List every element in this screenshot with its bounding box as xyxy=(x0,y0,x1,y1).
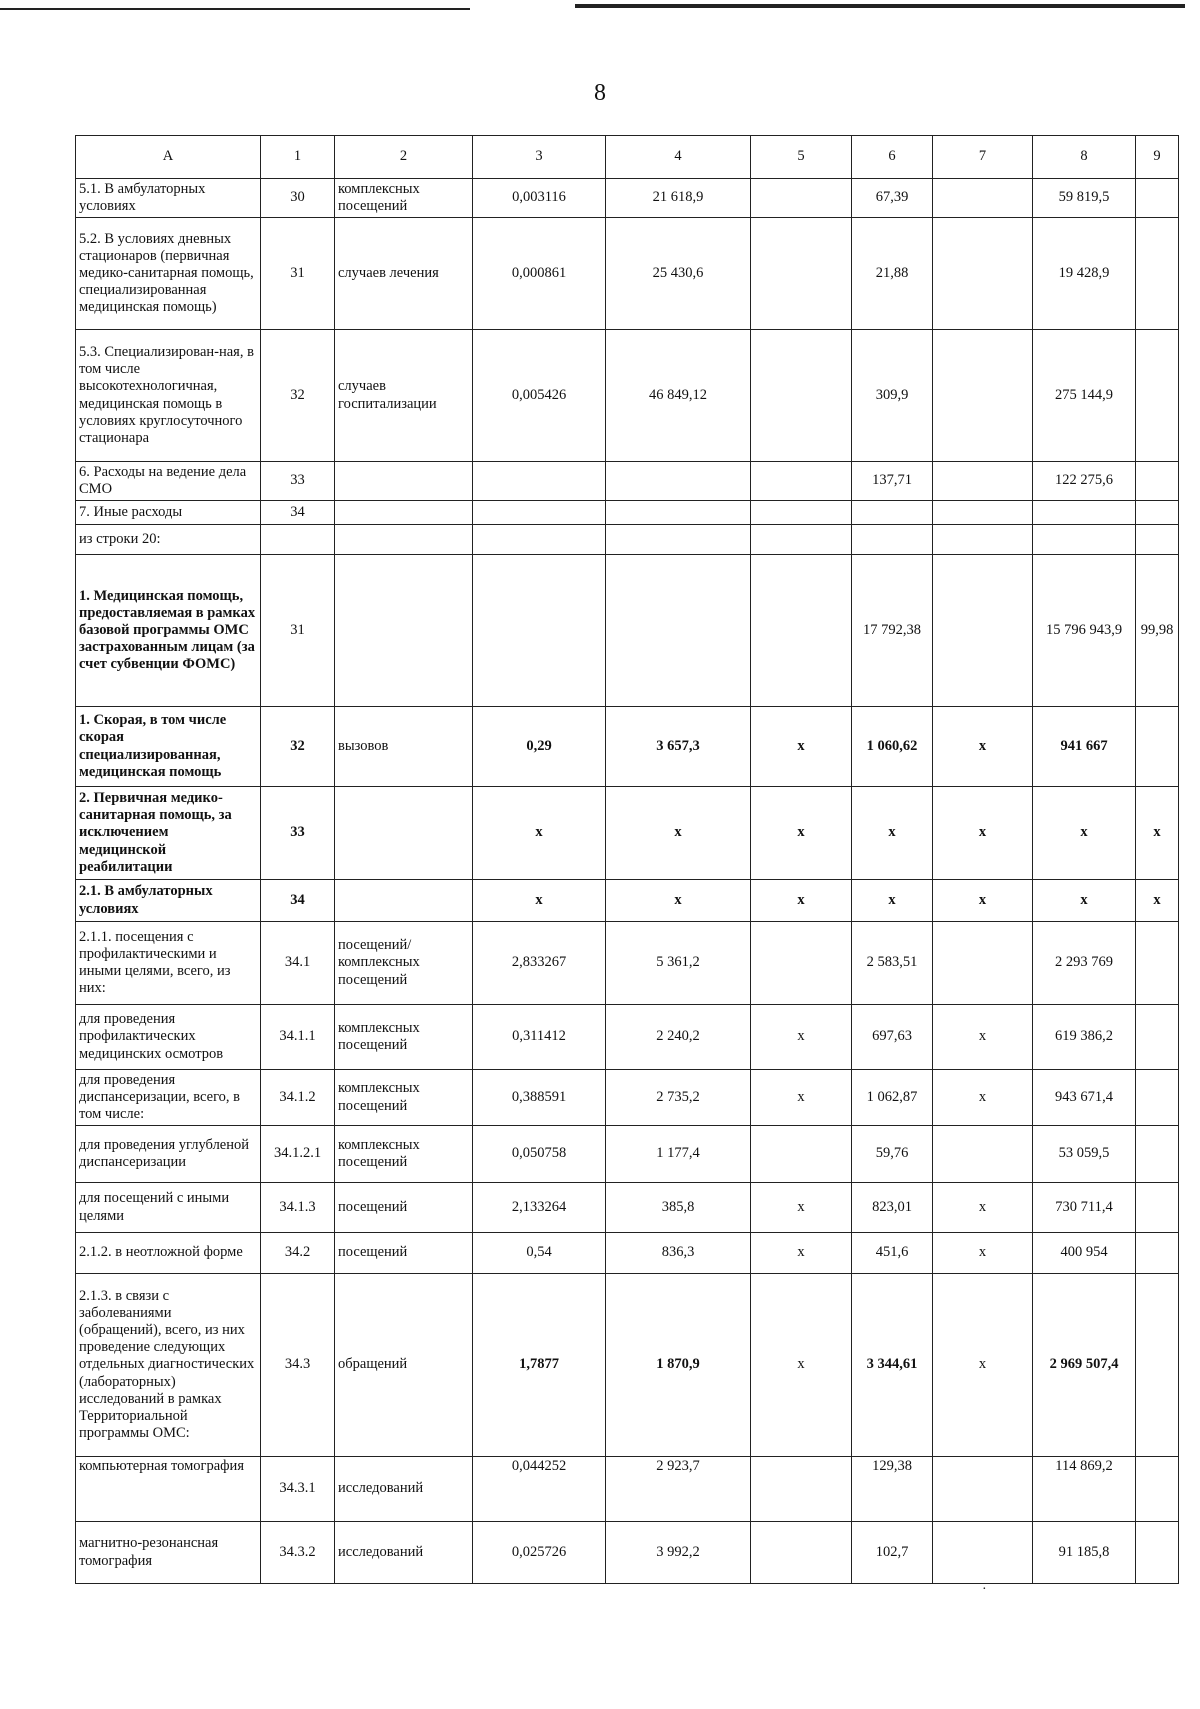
value-cell xyxy=(1136,707,1179,787)
value-cell xyxy=(1136,525,1179,555)
row-label: для проведения диспансеризации, всего, в том числе: xyxy=(76,1070,261,1126)
row-number: 30 xyxy=(261,179,335,218)
value-cell xyxy=(606,525,751,555)
value-cell: 15 796 943,9 xyxy=(1033,555,1136,707)
value-cell xyxy=(1136,218,1179,330)
value-cell: 385,8 xyxy=(606,1183,751,1233)
value-cell xyxy=(1136,1126,1179,1183)
value-cell xyxy=(751,330,852,462)
value-cell xyxy=(751,525,852,555)
row-number: 34.1.2.1 xyxy=(261,1126,335,1183)
unit-cell: случаев лечения xyxy=(335,218,473,330)
value-cell: 0,050758 xyxy=(473,1126,606,1183)
value-cell: 59 819,5 xyxy=(1033,179,1136,218)
value-cell: 122 275,6 xyxy=(1033,462,1136,501)
value-cell: х xyxy=(751,707,852,787)
value-cell: 0,044252 xyxy=(473,1457,606,1522)
value-cell xyxy=(933,1522,1033,1584)
value-cell: 67,39 xyxy=(852,179,933,218)
row-label: 2.1.2. в неотложной форме xyxy=(76,1233,261,1274)
value-cell: х xyxy=(933,1274,1033,1457)
unit-cell: исследований xyxy=(335,1522,473,1584)
value-cell: х xyxy=(1033,787,1136,880)
value-cell: 697,63 xyxy=(852,1005,933,1070)
data-table xyxy=(75,135,1179,1584)
scan-border-top-left xyxy=(0,8,470,10)
value-cell xyxy=(1136,1005,1179,1070)
table-row xyxy=(76,1233,1179,1274)
value-cell: 1 060,62 xyxy=(852,707,933,787)
value-cell: 941 667 xyxy=(1033,707,1136,787)
row-label: компьютерная томография xyxy=(76,1457,261,1522)
table-row xyxy=(76,1005,1179,1070)
row-label: 5.3. Специализирован-ная, в том числе высокотехнологичная, медицинская помощь в условиях круглосуточного стационара xyxy=(76,330,261,462)
value-cell xyxy=(473,555,606,707)
value-cell xyxy=(473,501,606,525)
unit-cell: случаев госпитализации xyxy=(335,330,473,462)
table-row xyxy=(76,330,1179,462)
value-cell: х xyxy=(751,880,852,922)
value-cell: х xyxy=(852,880,933,922)
value-cell: 2,133264 xyxy=(473,1183,606,1233)
value-cell: 0,005426 xyxy=(473,330,606,462)
value-cell: 0,025726 xyxy=(473,1522,606,1584)
value-cell xyxy=(751,501,852,525)
unit-cell xyxy=(335,787,473,880)
table-row xyxy=(76,1126,1179,1183)
value-cell xyxy=(933,555,1033,707)
row-label: для посещений с иными целями xyxy=(76,1183,261,1233)
value-cell: 137,71 xyxy=(852,462,933,501)
value-cell xyxy=(751,462,852,501)
column-header: 9 xyxy=(1136,136,1179,179)
value-cell: 46 849,12 xyxy=(606,330,751,462)
row-number: 31 xyxy=(261,218,335,330)
row-number: 31 xyxy=(261,555,335,707)
row-label: 7. Иные расходы xyxy=(76,501,261,525)
value-cell xyxy=(1136,1183,1179,1233)
value-cell: 19 428,9 xyxy=(1033,218,1136,330)
unit-cell: посещений xyxy=(335,1233,473,1274)
value-cell: 2 240,2 xyxy=(606,1005,751,1070)
row-number: 34 xyxy=(261,501,335,525)
column-header: А xyxy=(76,136,261,179)
unit-cell: комплексных посещений xyxy=(335,1126,473,1183)
value-cell xyxy=(751,922,852,1005)
value-cell: 5 361,2 xyxy=(606,922,751,1005)
unit-cell xyxy=(335,501,473,525)
value-cell xyxy=(751,1522,852,1584)
value-cell: 2 735,2 xyxy=(606,1070,751,1126)
value-cell: 17 792,38 xyxy=(852,555,933,707)
row-number: 32 xyxy=(261,330,335,462)
row-label: для проведения углубленой диспансеризации xyxy=(76,1126,261,1183)
table-row xyxy=(76,501,1179,525)
value-cell xyxy=(751,218,852,330)
table-row xyxy=(76,179,1179,218)
value-cell: х xyxy=(473,787,606,880)
value-cell: 309,9 xyxy=(852,330,933,462)
table-row xyxy=(76,880,1179,922)
value-cell: 114 869,2 xyxy=(1033,1457,1136,1522)
value-cell: 0,29 xyxy=(473,707,606,787)
value-cell xyxy=(852,501,933,525)
value-cell: х xyxy=(751,1233,852,1274)
column-header: 1 xyxy=(261,136,335,179)
value-cell: 0,388591 xyxy=(473,1070,606,1126)
table-row xyxy=(76,1070,1179,1126)
row-label: для проведения профилактических медицинских осмотров xyxy=(76,1005,261,1070)
unit-cell: посещений xyxy=(335,1183,473,1233)
row-number: 34.2 xyxy=(261,1233,335,1274)
value-cell xyxy=(1136,1457,1179,1522)
column-header: 8 xyxy=(1033,136,1136,179)
row-number: 34.1.1 xyxy=(261,1005,335,1070)
value-cell xyxy=(933,501,1033,525)
value-cell xyxy=(1136,1274,1179,1457)
value-cell: 3 992,2 xyxy=(606,1522,751,1584)
value-cell xyxy=(1136,1070,1179,1126)
value-cell: х xyxy=(473,880,606,922)
column-header: 5 xyxy=(751,136,852,179)
value-cell: 275 144,9 xyxy=(1033,330,1136,462)
value-cell: 53 059,5 xyxy=(1033,1126,1136,1183)
unit-cell: обращений xyxy=(335,1274,473,1457)
value-cell: 0,54 xyxy=(473,1233,606,1274)
value-cell xyxy=(1033,525,1136,555)
value-cell: х xyxy=(933,1005,1033,1070)
unit-cell xyxy=(335,555,473,707)
value-cell: х xyxy=(1136,880,1179,922)
table-row xyxy=(76,787,1179,880)
value-cell xyxy=(1136,330,1179,462)
row-number: 33 xyxy=(261,787,335,880)
value-cell xyxy=(933,330,1033,462)
table-header-row xyxy=(76,136,1179,179)
row-number: 33 xyxy=(261,462,335,501)
unit-cell: комплексных посещений xyxy=(335,1070,473,1126)
value-cell: х xyxy=(933,787,1033,880)
value-cell xyxy=(852,525,933,555)
value-cell: х xyxy=(751,1070,852,1126)
value-cell: 21 618,9 xyxy=(606,179,751,218)
table-row xyxy=(76,922,1179,1005)
value-cell xyxy=(1136,922,1179,1005)
value-cell: 1 177,4 xyxy=(606,1126,751,1183)
value-cell xyxy=(1136,1522,1179,1584)
value-cell: 2 923,7 xyxy=(606,1457,751,1522)
value-cell: 99,98 xyxy=(1136,555,1179,707)
value-cell: 129,38 xyxy=(852,1457,933,1522)
value-cell: 619 386,2 xyxy=(1033,1005,1136,1070)
column-header: 2 xyxy=(335,136,473,179)
value-cell xyxy=(933,1457,1033,1522)
value-cell: 400 954 xyxy=(1033,1233,1136,1274)
table-row xyxy=(76,1457,1179,1522)
value-cell: 102,7 xyxy=(852,1522,933,1584)
value-cell xyxy=(606,462,751,501)
unit-cell: комплексных посещений xyxy=(335,179,473,218)
value-cell xyxy=(751,1457,852,1522)
row-label: 5.1. В амбулаторных условиях xyxy=(76,179,261,218)
value-cell: х xyxy=(852,787,933,880)
row-label: 5.2. В условиях дневных стационаров (первичная медико-санитарная помощь, специализированная медицинская помощь) xyxy=(76,218,261,330)
value-cell xyxy=(933,525,1033,555)
value-cell: 0,003116 xyxy=(473,179,606,218)
value-cell xyxy=(751,555,852,707)
unit-cell xyxy=(335,462,473,501)
unit-cell: вызовов xyxy=(335,707,473,787)
table-row xyxy=(76,555,1179,707)
table-row xyxy=(76,462,1179,501)
value-cell: 451,6 xyxy=(852,1233,933,1274)
row-number: 34.3.1 xyxy=(261,1457,335,1522)
value-cell: 2 969 507,4 xyxy=(1033,1274,1136,1457)
value-cell xyxy=(606,501,751,525)
value-cell: х xyxy=(933,1233,1033,1274)
value-cell: 1 062,87 xyxy=(852,1070,933,1126)
value-cell xyxy=(751,1126,852,1183)
row-label: 2.1. В амбулаторных условиях xyxy=(76,880,261,922)
value-cell xyxy=(1136,462,1179,501)
value-cell xyxy=(1136,1233,1179,1274)
value-cell: 730 711,4 xyxy=(1033,1183,1136,1233)
row-label: 1. Медицинская помощь, предоставляемая в рамках базовой программы ОМС застрахованным лицам (за счет субвенции ФОМС) xyxy=(76,555,261,707)
value-cell: х xyxy=(933,880,1033,922)
row-number: 34.3.2 xyxy=(261,1522,335,1584)
row-number xyxy=(261,525,335,555)
value-cell: х xyxy=(933,1070,1033,1126)
unit-cell: исследований xyxy=(335,1457,473,1522)
value-cell: 91 185,8 xyxy=(1033,1522,1136,1584)
value-cell: 21,88 xyxy=(852,218,933,330)
row-label: 6. Расходы на ведение дела СМО xyxy=(76,462,261,501)
value-cell: 2,833267 xyxy=(473,922,606,1005)
value-cell: х xyxy=(751,1183,852,1233)
table-row xyxy=(76,1183,1179,1233)
value-cell: х xyxy=(751,1274,852,1457)
value-cell: х xyxy=(1136,787,1179,880)
column-header: 4 xyxy=(606,136,751,179)
row-number: 34.1.3 xyxy=(261,1183,335,1233)
value-cell xyxy=(933,922,1033,1005)
value-cell: х xyxy=(1033,880,1136,922)
value-cell: 3 344,61 xyxy=(852,1274,933,1457)
unit-cell xyxy=(335,525,473,555)
table-row xyxy=(76,1274,1179,1457)
value-cell xyxy=(933,462,1033,501)
row-label: 2.1.3. в связи с заболеваниями (обращений), всего, из них проведение следующих отдельных диагностических (лабораторных) исследований в рамках Территориальной программы ОМС: xyxy=(76,1274,261,1457)
row-label: магнитно-резонансная томография xyxy=(76,1522,261,1584)
scan-border-top-right xyxy=(575,4,1185,8)
column-header: 3 xyxy=(473,136,606,179)
row-number: 34.1 xyxy=(261,922,335,1005)
value-cell xyxy=(751,179,852,218)
value-cell xyxy=(1033,501,1136,525)
table-row xyxy=(76,1522,1179,1584)
value-cell xyxy=(1136,179,1179,218)
value-cell: х xyxy=(606,787,751,880)
value-cell xyxy=(1136,501,1179,525)
table-row xyxy=(76,707,1179,787)
table-row xyxy=(76,525,1179,555)
row-label: 2. Первичная медико-санитарная помощь, за исключением медицинской реабилитации xyxy=(76,787,261,880)
value-cell: 1 870,9 xyxy=(606,1274,751,1457)
unit-cell: комплексных посещений xyxy=(335,1005,473,1070)
value-cell xyxy=(473,525,606,555)
value-cell: 2 293 769 xyxy=(1033,922,1136,1005)
column-header: 7 xyxy=(933,136,1033,179)
value-cell: 59,76 xyxy=(852,1126,933,1183)
value-cell xyxy=(933,218,1033,330)
value-cell: х xyxy=(751,787,852,880)
value-cell: х xyxy=(751,1005,852,1070)
row-number: 34.1.2 xyxy=(261,1070,335,1126)
page-number: 8 xyxy=(594,80,606,106)
value-cell: 943 671,4 xyxy=(1033,1070,1136,1126)
value-cell: 1,7877 xyxy=(473,1274,606,1457)
value-cell xyxy=(606,555,751,707)
value-cell xyxy=(473,462,606,501)
value-cell: х xyxy=(933,707,1033,787)
table-row xyxy=(76,218,1179,330)
value-cell: 0,311412 xyxy=(473,1005,606,1070)
row-label: из строки 20: xyxy=(76,525,261,555)
value-cell: 3 657,3 xyxy=(606,707,751,787)
row-number: 34 xyxy=(261,880,335,922)
value-cell: 2 583,51 xyxy=(852,922,933,1005)
row-number: 32 xyxy=(261,707,335,787)
value-cell: 823,01 xyxy=(852,1183,933,1233)
value-cell: х xyxy=(933,1183,1033,1233)
row-number: 34.3 xyxy=(261,1274,335,1457)
value-cell: х xyxy=(606,880,751,922)
unit-cell: посещений/ комплексных посещений xyxy=(335,922,473,1005)
row-label: 1. Скорая, в том числе скорая специализированная, медицинская помощь xyxy=(76,707,261,787)
column-header: 6 xyxy=(852,136,933,179)
unit-cell xyxy=(335,880,473,922)
value-cell xyxy=(933,179,1033,218)
scan-speck: · xyxy=(982,1582,987,1597)
value-cell: 836,3 xyxy=(606,1233,751,1274)
value-cell: 25 430,6 xyxy=(606,218,751,330)
value-cell: 0,000861 xyxy=(473,218,606,330)
value-cell xyxy=(933,1126,1033,1183)
row-label: 2.1.1. посещения с профилактическими и иными целями, всего, из них: xyxy=(76,922,261,1005)
